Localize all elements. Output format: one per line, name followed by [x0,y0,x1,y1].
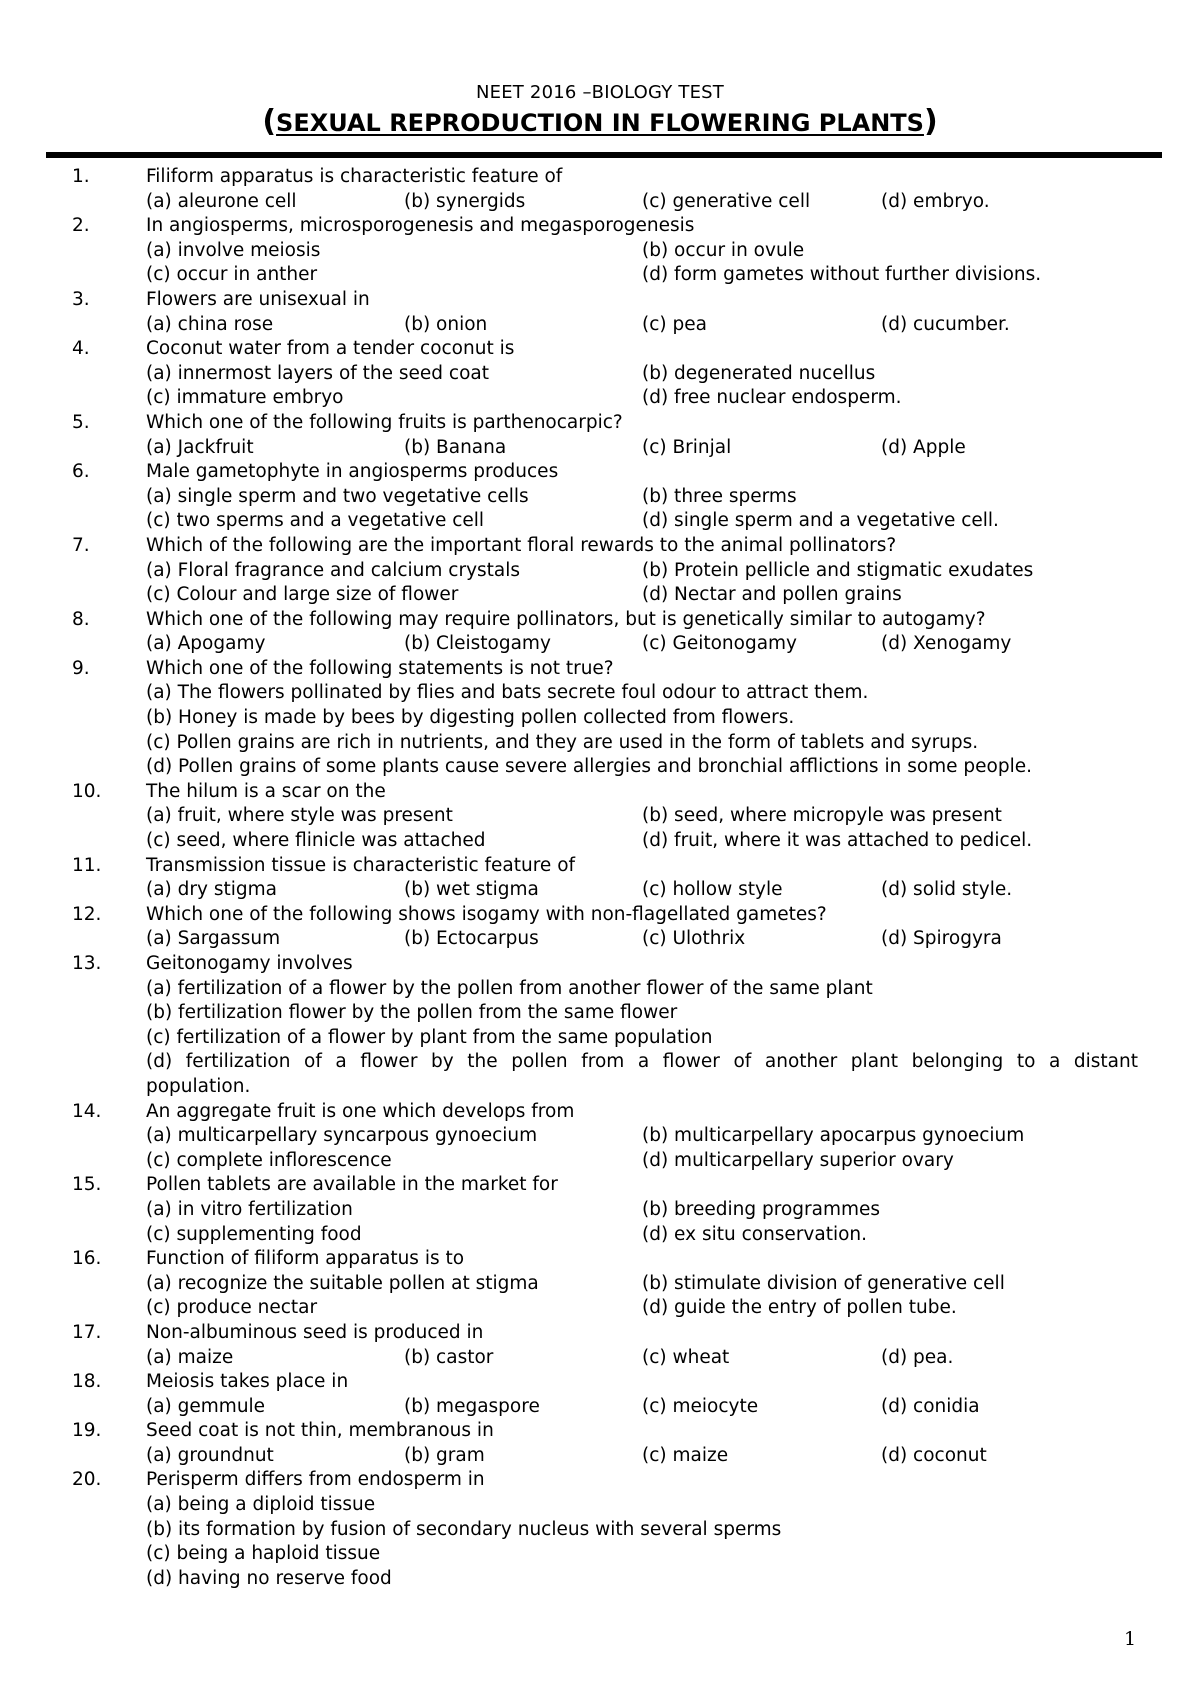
question-text: Pollen tablets are available in the market for [146,1174,558,1196]
question-line [0,1075,1200,1100]
option-item: (a) innermost layers of the seed coat [146,362,490,384]
option-item: (b) breeding programmes [642,1198,881,1220]
question-line [0,755,1200,780]
question-line [0,1296,1200,1321]
question-line [0,706,1200,731]
question-line [0,657,1200,682]
question-line [0,1173,1200,1198]
option-item: (c) complete inflorescence [146,1149,392,1171]
question-text: Which one of the following statements is not true? [146,657,614,679]
question-text: Which of the following are the important floral rewards to the animal pollinators? [146,534,897,556]
option-item: (a) involve meiosis [146,239,321,261]
question-number: 6. [72,461,90,483]
question-item [0,337,1200,411]
option-item: (b) fertilization flower by the pollen from the same flower [146,1002,678,1024]
question-number: 5. [72,411,90,433]
option-item: (d) Spirogyra [881,928,1002,950]
option-item: (c) pea [642,313,707,335]
option-item: (a) aleurone cell [146,190,297,212]
question-line [0,534,1200,559]
question-line [0,1050,1200,1075]
option-item: (a) in vitro fertilization [146,1198,353,1220]
question-line [0,362,1200,387]
question-item [0,1173,1200,1247]
option-item: (a) maize [146,1346,234,1368]
option-item: (d) Apple [881,436,966,458]
question-line [0,1247,1200,1272]
question-line [0,190,1200,215]
question-item [0,854,1200,903]
question-item [0,288,1200,337]
option-item: (c) Geitonogamy [642,633,798,655]
question-text: Male gametophyte in angiosperms produces [146,461,559,483]
question-line [0,854,1200,879]
question-number: 12. [72,903,102,925]
option-item: (c) meiocyte [642,1395,759,1417]
option-item: (b) degenerated nucellus [642,362,876,384]
option-item: (b) megaspore [404,1395,540,1417]
question-line [0,829,1200,854]
question-item [0,1321,1200,1370]
question-item [0,1419,1200,1468]
question-line [0,559,1200,584]
question-item [0,411,1200,460]
question-line [0,214,1200,239]
document-header [0,82,1200,138]
header-divider [46,152,1162,158]
question-item [0,534,1200,608]
question-line [0,1026,1200,1051]
question-item [0,952,1200,1100]
option-continuation: population. [146,1075,251,1097]
question-text: Which one of the following shows isogamy with non-flagellated gametes? [146,903,827,925]
question-line [0,411,1200,436]
option-item: (d) fertilization of a flower by the pollen from a flower of another plant belonging to a distant [146,1051,1138,1073]
question-item [0,1468,1200,1591]
option-item: (c) supplementing food [146,1223,362,1245]
option-item: (a) groundnut [146,1444,274,1466]
chapter-title [0,104,1200,139]
question-line [0,952,1200,977]
option-item: (d) Xenogamy [881,633,1012,655]
question-line [0,1272,1200,1297]
option-item: (c) hollow style [642,879,783,901]
option-item: (c) Colour and large size of flower [146,584,459,606]
question-line [0,1542,1200,1567]
question-line [0,1124,1200,1149]
option-item: (a) Floral fragrance and calcium crystals [146,559,521,581]
question-line [0,1346,1200,1371]
option-item: (d) free nuclear endosperm. [642,387,902,409]
question-line [0,288,1200,313]
option-item: (c) Brinjal [642,436,732,458]
question-number: 7. [72,534,90,556]
option-item: (b) Protein pellicle and stigmatic exudates [642,559,1034,581]
question-text: Transmission tissue is characteristic feature of [146,854,576,876]
option-item: (b) multicarpellary apocarpus gynoecium [642,1125,1025,1147]
question-number: 1. [72,166,90,187]
question-text: Which one of the following may require pollinators, but is genetically similar to autogamy? [146,608,986,630]
option-item: (d) coconut [881,1444,987,1466]
question-line [0,509,1200,534]
option-item: (d) multicarpellary superior ovary [642,1149,954,1171]
question-line [0,731,1200,756]
question-number: 18. [72,1371,102,1393]
option-item: (c) maize [642,1444,729,1466]
question-item [0,214,1200,288]
question-item [0,1100,1200,1174]
option-item: (c) seed, where flinicle was attached [146,830,486,852]
question-text: Which one of the following fruits is parthenocarpic? [146,411,623,433]
option-item: (c) Pollen grains are rich in nutrients, and they are used in the form of tablets and syrups. [146,731,979,753]
question-line [0,1444,1200,1469]
option-item: (d) conidia [881,1395,980,1417]
chapter-title-open-paren: ( [262,104,277,139]
chapter-title-text: SEXUAL REPRODUCTION IN FLOWERING PLANTS [276,109,924,137]
option-item: (a) recognize the suitable pollen at stigma [146,1272,539,1294]
question-number: 9. [72,657,90,679]
question-number: 19. [72,1420,102,1442]
question-item [0,608,1200,657]
question-number: 2. [72,215,90,237]
question-number: 17. [72,1321,102,1343]
option-item: (d) Pollen grains of some plants cause severe allergies and bronchial afflictions in some people. [146,756,1033,778]
question-line [0,1395,1200,1420]
page-number: 1 [1124,1628,1137,1650]
option-item: (b) Honey is made by bees by digesting pollen collected from flowers. [146,707,795,729]
question-number: 10. [72,780,102,802]
option-item: (b) onion [404,313,488,335]
option-item: (d) single sperm and a vegetative cell. [642,510,999,532]
option-item: (d) ex situ conservation. [642,1223,868,1245]
question-text: An aggregate fruit is one which develops from [146,1100,575,1122]
question-number: 8. [72,608,90,630]
option-item: (b) stimulate division of generative cell [642,1272,1005,1294]
question-number: 15. [72,1174,102,1196]
question-line [0,804,1200,829]
question-line [0,263,1200,288]
option-item: (a) fertilization of a flower by the pollen from another flower of the same plant [146,977,873,999]
question-item [0,1247,1200,1321]
question-text: Filiform apparatus is characteristic feature of [146,166,563,187]
question-line [0,1370,1200,1395]
question-text: Geitonogamy involves [146,953,353,974]
option-item: (d) guide the entry of pollen tube. [642,1297,957,1319]
question-number: 3. [72,288,90,310]
question-line [0,239,1200,264]
question-text: Meiosis takes place in [146,1371,349,1393]
question-item [0,657,1200,780]
question-list [0,165,1200,1591]
option-item: (b) Ectocarpus [404,928,539,950]
option-item: (c) immature embryo [146,387,344,409]
option-item: (c) wheat [642,1346,730,1368]
option-item: (a) single sperm and two vegetative cells [146,485,529,507]
chapter-title-close-paren: ) [923,104,938,139]
question-text: The hilum is a scar on the [146,780,386,802]
option-item: (b) gram [404,1444,485,1466]
question-number: 13. [72,953,102,974]
option-item: (d) embryo. [881,190,990,212]
question-line [0,386,1200,411]
question-text: Flowers are unisexual in [146,288,370,310]
option-item: (a) The flowers pollinated by flies and bats secrete foul odour to attract them. [146,682,869,704]
question-text: Coconut water from a tender coconut is [146,338,515,360]
option-item: (a) Apogamy [146,633,266,655]
question-number: 14. [72,1100,102,1122]
option-item: (d) solid style. [881,879,1013,901]
question-text: Seed coat is not thin, membranous in [146,1420,494,1442]
question-line [0,583,1200,608]
question-text: Function of filiform apparatus is to [146,1248,465,1270]
question-line [0,681,1200,706]
question-line [0,608,1200,633]
question-line [0,1419,1200,1444]
option-item: (d) fruit, where it was attached to pedicel. [642,830,1033,852]
option-item: (c) produce nectar [146,1297,318,1319]
option-item: (b) three sperms [642,485,797,507]
option-item: (c) two sperms and a vegetative cell [146,510,485,532]
question-item [0,165,1200,214]
option-item: (b) castor [404,1346,494,1368]
question-number: 20. [72,1469,102,1491]
question-line [0,1321,1200,1346]
question-item [0,903,1200,952]
question-line [0,337,1200,362]
question-line [0,1567,1200,1592]
question-item [0,460,1200,534]
question-item [0,780,1200,854]
option-item: (d) cucumber. [881,313,1010,335]
test-title: NEET 2016 –BIOLOGY TEST [476,82,724,103]
question-line [0,1198,1200,1223]
question-line [0,927,1200,952]
question-line [0,165,1200,190]
question-text: Perisperm differs from endosperm in [146,1469,485,1491]
option-item: (a) fruit, where style was present [146,805,453,827]
option-item: (d) having no reserve food [146,1567,392,1589]
option-item: (a) china rose [146,313,274,335]
option-item: (c) occur in anther [146,264,318,286]
question-item [0,1370,1200,1419]
question-number: 16. [72,1248,102,1270]
question-line [0,1493,1200,1518]
option-item: (b) seed, where micropyle was present [642,805,1002,827]
option-item: (b) synergids [404,190,526,212]
question-text: In angiosperms, microsporogenesis and megasporogenesis [146,215,695,237]
option-item: (d) pea. [881,1346,954,1368]
question-text: Non-albuminous seed is produced in [146,1321,484,1343]
question-line [0,1149,1200,1174]
option-item: (b) its formation by fusion of secondary nucleus with several sperms [146,1518,782,1540]
option-item: (a) Sargassum [146,928,281,950]
option-item: (d) form gametes without further divisions. [642,264,1042,286]
question-line [0,436,1200,461]
option-item: (a) dry stigma [146,879,277,901]
question-line [0,632,1200,657]
option-item: (c) being a haploid tissue [146,1543,381,1565]
option-item: (c) generative cell [642,190,811,212]
option-item: (b) Banana [404,436,507,458]
question-line [0,1100,1200,1125]
question-line [0,485,1200,510]
question-number: 11. [72,854,102,876]
question-line [0,1468,1200,1493]
option-item: (b) Cleistogamy [404,633,551,655]
question-line [0,903,1200,928]
question-line [0,878,1200,903]
question-number: 4. [72,338,90,360]
option-item: (c) fertilization of a flower by plant from the same population [146,1026,713,1048]
question-line [0,1001,1200,1026]
question-line [0,1518,1200,1543]
option-item: (a) Jackfruit [146,436,254,458]
question-line [0,780,1200,805]
question-line [0,313,1200,338]
option-item: (a) multicarpellary syncarpous gynoecium [146,1125,538,1147]
option-item: (b) occur in ovule [642,239,805,261]
option-item: (b) wet stigma [404,879,539,901]
option-item: (d) Nectar and pollen grains [642,584,902,606]
question-line [0,1223,1200,1248]
question-line [0,977,1200,1002]
question-line [0,460,1200,485]
option-item: (a) being a diploid tissue [146,1494,376,1516]
option-item: (a) gemmule [146,1395,266,1417]
option-item: (c) Ulothrix [642,928,746,950]
